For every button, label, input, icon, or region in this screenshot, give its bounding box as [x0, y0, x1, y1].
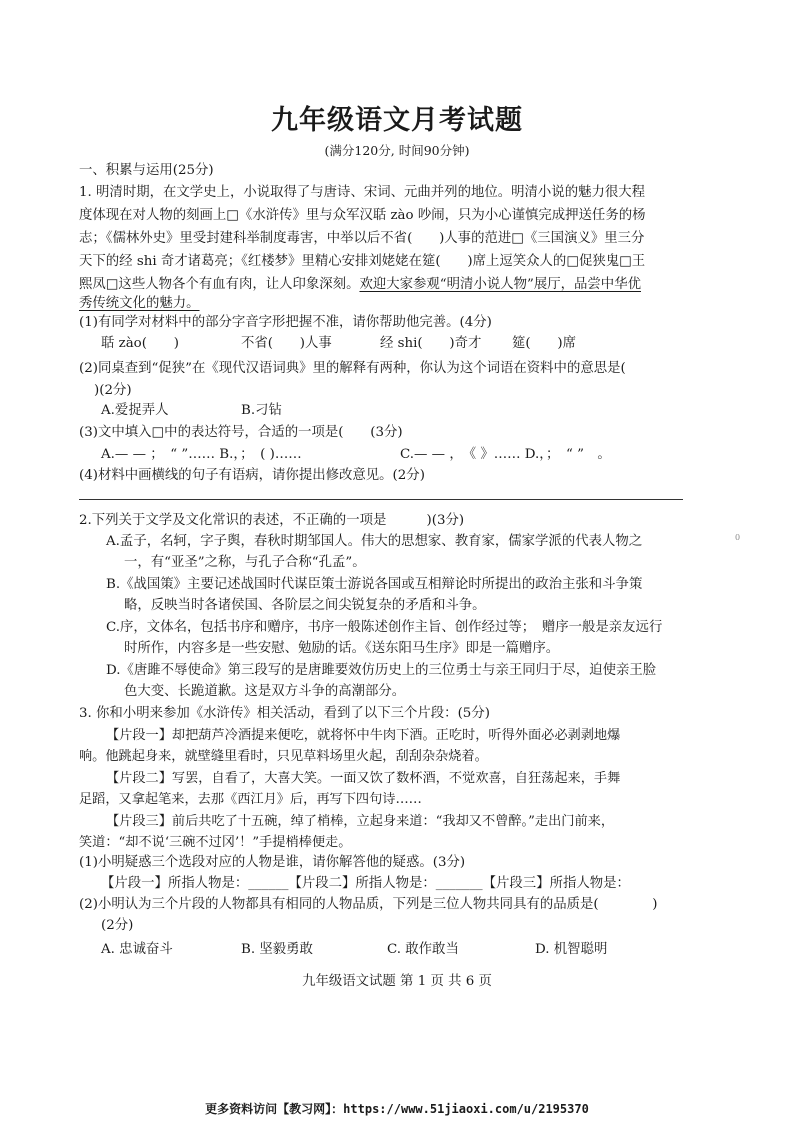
q3-excerpt-line: 足蹈，又拿起笔来，去那《西江月》后，再写下四句诗……: [79, 792, 422, 807]
q1-passage-line: 度体现在对人物的刻画上□《水浒传》里与众军汉聒 zào 吵闹，只为小心谨慎完成押送任务的杨: [79, 208, 646, 223]
q2-option-line: A.孟子，名轲，字子舆，春秋时期邹国人。伟大的思想家、教育家，儒家学派的代表人物之: [106, 534, 643, 549]
q1-sub1-item: 筵( )席: [512, 336, 577, 351]
answer-line: [79, 499, 683, 500]
q1-passage-text: 熙凤□这些人物各个有血有肉，让人印象深刻。: [79, 277, 360, 292]
q2-option-line: B.《战国策》主要记述战国时代谋臣策士游说各国或互相辩论时所提出的政治主张和斗争策: [106, 577, 643, 592]
q2-stem: 2.下列关于文学及文化常识的表述，不正确的一项是 )(3分): [79, 513, 465, 528]
section-heading: 一、积累与运用(25分): [79, 163, 214, 178]
q3-excerpt-line: 【片段二】写罢，自看了，大喜大笑。一面又饮了数杯酒，不觉欢喜，自狂荡起来，手舞: [106, 771, 621, 786]
q1-passage-line: 天下的经 shi 奇才诸葛亮；《红楼梦》里精心安排刘姥姥在筵( )席上逗笑众人的□促狭鬼□王: [79, 254, 646, 269]
q1-passage-line: 志；《儒林外史》里受封建科举制度毒害，中举以后不省( )人事的范进□《三国演义》里三分: [79, 231, 645, 246]
q1-sub1-item: 聒 zào( ): [101, 336, 179, 351]
q1-sub4: (4)材料中画横线的句子有语病，请你提出修改意见。(2分): [79, 468, 425, 483]
underlined-sentence: 欢迎大家参观“明清小说人物”展厅，品尝中华优: [359, 277, 641, 292]
q3-excerpt-line: 【片段三】前后共吃了十五碗，绰了梢棒，立起身来道：“我却又不曾醉。”走出门前来，: [106, 814, 615, 829]
q3-excerpt-line: 【片段一】却把葫芦冷酒提来便吃，就将怀中牛肉下酒。正吃时，听得外面必必剥剥地爆: [106, 728, 621, 743]
q1-sub2-option: B.刁钻: [241, 403, 282, 418]
page-footer: 九年级语文试题 第 1 页 共 6 页: [302, 974, 492, 989]
page-subtitle: (满分120分, 时间90分钟): [324, 143, 470, 158]
q2-option-line: 略，反映当时各诸侯国、各阶层之间尖锐复杂的矛盾和斗争。: [124, 598, 486, 613]
q1-sub3: (3)文中填入□中的表达符号，合适的一项是( (3分): [79, 425, 403, 440]
q1-sub2-option: A.爱捉弄人: [101, 403, 169, 418]
q2-option-line: C.序，文体名，包括书序和赠序，书序一般陈述创作主旨、创作经过等； 赠序一般是亲友远行: [106, 620, 663, 635]
q3-sub1: (1)小明疑惑三个选段对应的人物是谁，请你解答他的疑惑。(3分): [79, 855, 466, 870]
q2-option-line: D.《唐雎不辱使命》第三段写的是唐雎要效仿历史上的三位勇士与亲王同归于尽，迫使亲王脸: [106, 663, 657, 678]
q3-sub2: (2)小明认为三个片段的人物都具有相同的人物品质，下列是三位人物共同具有的品质是( ): [79, 897, 658, 912]
q3-sub2-option: D. 机智聪明: [535, 942, 608, 957]
q1-sub3-option: C.— — ， 《 》…… D.，； “ ” 。: [400, 447, 611, 462]
q3-excerpt-line: 笑道：“却不说‘三碗不过冈’！”手提梢棒便走。: [79, 835, 352, 850]
q3-sub1-fill: 【片段一】所指人物是：______【片段二】所指人物是：_______【片段三】所指人物是：: [101, 876, 630, 891]
q1-sub1: (1)有同学对材料中的部分字音字形把握不准，请你帮助他完善。(4分): [79, 315, 492, 330]
q3-sub2-option: B. 坚毅勇敢: [241, 942, 313, 957]
underlined-sentence: 秀传统文化的魅力。: [79, 296, 200, 311]
q2-option-line: 色大变、长跪道歉。这是双方斗争的高潮部分。: [124, 684, 406, 699]
q1-sub1-item: 经 shi( )奇才: [380, 336, 482, 351]
page-title: 九年级语文月考试题: [271, 105, 523, 136]
q1-passage-line-end: [79, 275, 641, 295]
q1-passage-line: 1. 明清时期，在文学史上，小说取得了与唐诗、宋词、元曲并列的地位。明清小说的魅力很大程: [79, 185, 646, 200]
q2-option-line: 时所作，内容多是一些安慰、勉励的话。《送东阳马生序》即是一篇赠序。: [124, 641, 560, 656]
q3-sub2-option: A. 忠诚奋斗: [101, 942, 173, 957]
q3-stem: 3. 你和小明来参加《水浒传》相关活动，看到了以下三个片段：(5分): [79, 706, 490, 721]
q3-excerpt-line: 响。他跳起身来，就壁缝里看时，只见草料场里火起，刮刮杂杂烧着。: [79, 749, 488, 764]
q1-sub2: (2)同桌查到“促狭”在《现代汉语词典》里的解释有两种，你认为这个词语在资料中的意思是(: [79, 361, 626, 376]
q2-option-line: 一，有“亚圣”之称，与孔子合称“孔孟”。: [124, 555, 366, 570]
q1-sub2-points: )(2分): [94, 383, 132, 398]
margin-mark: 0: [735, 533, 741, 542]
q1-sub3-option: A.— — ； “ ”…… B.，； ( )……: [101, 447, 302, 462]
q3-sub2-points: (2分): [101, 918, 134, 933]
q1-sub1-item: 不省( )人事: [241, 336, 332, 351]
q3-sub2-option: C. 敢作敢当: [387, 942, 459, 957]
source-link-note: 更多资料访问【教习网】：https://www.51jiaoxi.com/u/2195370: [205, 1102, 589, 1116]
